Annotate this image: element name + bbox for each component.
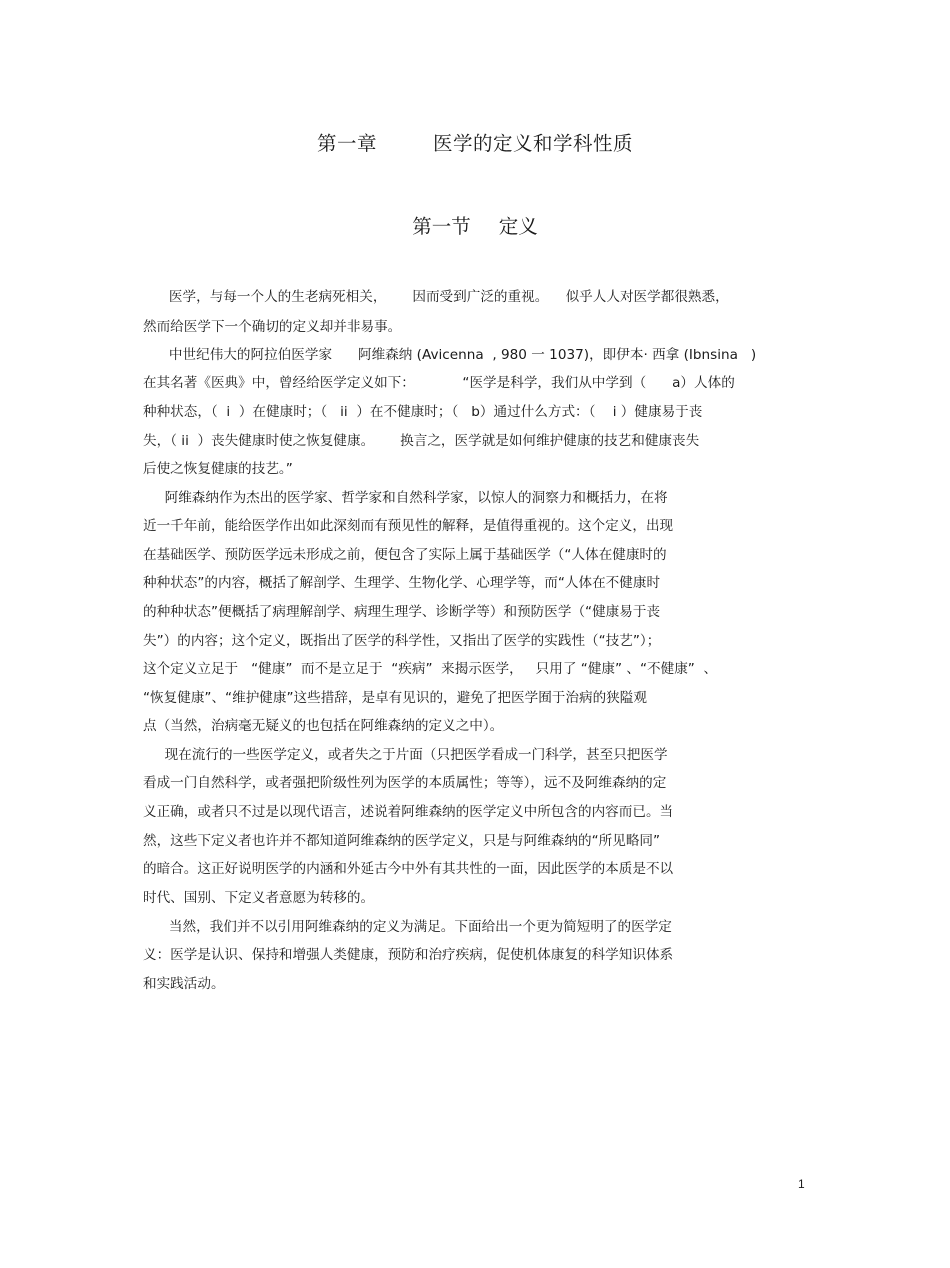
text-line: 阿维森纳作为杰出的医学家、哲学家和自然科学家，以惊人的洞察力和概括力，在将: [143, 490, 668, 506]
section-number: 第一节: [412, 215, 471, 238]
text-line: 失，（ ii ）丧失健康时使之恢复健康。 换言之，医学就是如何维护健康的技艺和健康丧失: [143, 433, 700, 449]
text-line: 的暗合。这正好说明医学的内涵和外延古今中外有其共性的一面，因此医学的本质是不以: [143, 861, 674, 877]
text-line: 近一千年前，能给医学作出如此深刻而有预见性的解释，是值得重视的。这个定义，出现: [143, 518, 674, 534]
text-line: 看成一门自然科学，或者强把阶级性列为医学的本质属性；等等），远不及阿维森纳的定: [143, 775, 667, 791]
section-title: 定义: [498, 215, 538, 238]
text-line: 然而给医学下一个确切的定义却并非易事。: [143, 319, 402, 335]
text-line: 点（当然，治病毫无疑义的也包括在阿维森纳的定义之中）。: [143, 718, 504, 734]
text-line: 种种状态，（ i ）在健康时；（ ii ）在不健康时；（ b）通过什么方式：（ i ）健康易于丧: [143, 404, 703, 420]
chapter-title: 医学的定义和学科性质: [433, 132, 634, 155]
page-number: 1: [798, 1177, 805, 1191]
text-line: 的种种状态”便概括了病理解剖学、病理生理学、诊断学等）和预防医学（“健康易于丧: [143, 604, 661, 620]
text-line: 和实践活动。: [143, 976, 225, 992]
text-line: 义正确，或者只不过是以现代语言，述说着阿维森纳的医学定义中所包含的内容而已。当: [143, 804, 674, 820]
text-line: 现在流行的一些医学定义，或者失之于片面（只把医学看成一门科学，甚至只把医学: [143, 747, 668, 763]
text-line: 在基础医学、预防医学远未形成之前，便包含了实际上属于基础医学（“人体在健康时的: [143, 547, 667, 563]
text-line: 医学，与每一个人的生老病死相关， 因而受到广泛的重视。 似乎人人对医学都很熟悉，: [143, 289, 729, 305]
text-line: 中世纪伟大的阿拉伯医学家 阿维森纳 (Avicenna , 980 一 1037)，即伊本· 西拿 (Ibnsina ): [143, 347, 757, 363]
text-line: 这个定义立足于 “健康” 而不是立足于 “疾病” 来揭示医学， 只用了 “健康” 、“不健康” 、: [143, 661, 718, 677]
text-line: 在其名著《医典》中，曾经给医学定义如下： “医学是科学，我们从中学到（ a）人体的: [143, 375, 735, 391]
section-heading: [0, 211, 950, 239]
text-line: 时代、国别、下定义者意愿为转移的。: [143, 890, 375, 906]
text-line: 然，这些下定义者也许并不都知道阿维森纳的医学定义，只是与阿维森纳的“所见略同”: [143, 833, 661, 849]
text-line: “恢复健康”、“维护健康”这些措辞，是卓有见识的，避免了把医学囿于治病的狭隘观: [143, 690, 647, 706]
text-line: 义：医学是认识、保持和增强人类健康，预防和治疗疾病，促使机体康复的科学知识体系: [143, 947, 674, 963]
chapter-heading: [0, 128, 950, 156]
text-line: 后使之恢复健康的技艺。”: [143, 461, 293, 477]
chapter-number: 第一章: [316, 132, 377, 155]
text-line: 种种状态”的内容，概括了解剖学、生理学、生物化学、心理学等，而“人体在不健康时: [143, 575, 661, 591]
text-line: 失”）的内容；这个定义，既指出了医学的科学性，又指出了医学的实践性（“技艺”）；: [143, 633, 661, 649]
text-line: 当然，我们并不以引用阿维森纳的定义为满足。下面给出一个更为简短明了的医学定: [143, 919, 672, 935]
